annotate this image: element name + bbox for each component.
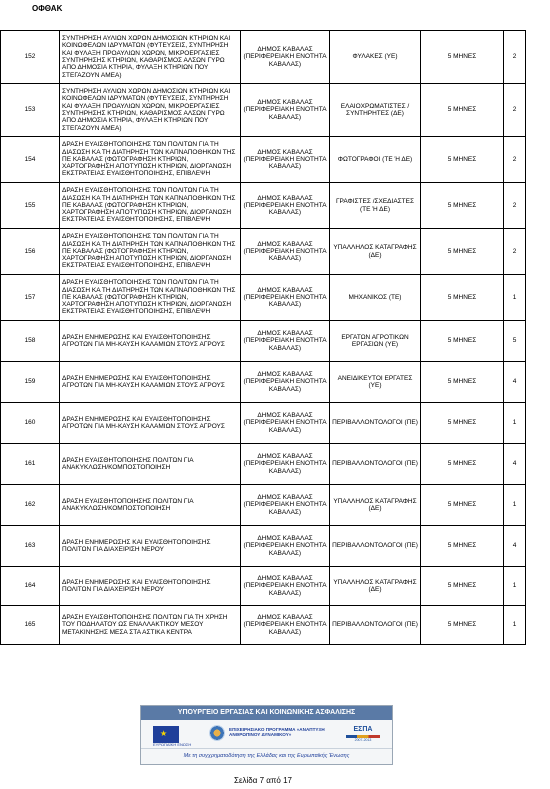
duration-cell: 5 ΜΗΝΕΣ — [421, 606, 504, 645]
ministry-title: ΥΠΟΥΡΓΕΙΟ ΕΡΓΑΣΙΑΣ ΚΑΙ ΚΟΙΝΩΝΙΚΗΣ ΑΣΦΑΛΙΣΗΣ — [141, 706, 392, 720]
positions-cell: 2 — [504, 183, 526, 229]
table-row — [1, 485, 526, 526]
specialty-cell: ΠΕΡΙΒΑΛΛΟΝΤΟΛΟΓΟΙ (ΠΕ) — [330, 526, 421, 567]
eu-flag-icon: ★ — [153, 726, 179, 743]
agency-cell: ΔΗΜΟΣ ΚΑΒΑΛΑΣ (ΠΕΡΙΦΕΡΕΙΑΚΗ ΕΝΟΤΗΤΑ ΚΑΒΑΛΑΣ) — [241, 362, 330, 403]
description-cell: ΔΡΑΣΗ ΕΝΗΜΕΡΩΣΗΣ ΚΑΙ ΕΥΑΙΣΘΗΤΟΠΟΙΗΣΗΣ ΠΟΛΙΤΩΝ ΓΙΑ ΔΙΑΧΕΙΡΙΣΗ ΝΕΡΟΥ — [60, 526, 241, 567]
agency-cell: ΔΗΜΟΣ ΚΑΒΑΛΑΣ (ΠΕΡΙΦΕΡΕΙΑΚΗ ΕΝΟΤΗΤΑ ΚΑΒΑΛΑΣ) — [241, 526, 330, 567]
espa-years: 2007-2013 — [354, 738, 372, 742]
row-number-cell: 163 — [1, 526, 60, 567]
table-row — [1, 362, 526, 403]
agency-cell: ΔΗΜΟΣ ΚΑΒΑΛΑΣ (ΠΕΡΙΦΕΡΕΙΑΚΗ ΕΝΟΤΗΤΑ ΚΑΒΑΛΑΣ) — [241, 321, 330, 362]
duration-cell: 5 ΜΗΝΕΣ — [421, 84, 504, 137]
row-number-cell: 161 — [1, 444, 60, 485]
agency-cell: ΔΗΜΟΣ ΚΑΒΑΛΑΣ (ΠΕΡΙΦΕΡΕΙΑΚΗ ΕΝΟΤΗΤΑ ΚΑΒΑΛΑΣ) — [241, 137, 330, 183]
specialty-cell: ΥΠΑΛΛΗΛΟΣ ΚΑΤΑΓΡΑΦΗΣ (ΔΕ) — [330, 229, 421, 275]
row-number-cell: 160 — [1, 403, 60, 444]
duration-cell: 5 ΜΗΝΕΣ — [421, 567, 504, 606]
positions-cell: 4 — [504, 362, 526, 403]
specialty-cell: ΦΥΛΑΚΕΣ (ΥΕ) — [330, 31, 421, 84]
agency-cell: ΔΗΜΟΣ ΚΑΒΑΛΑΣ (ΠΕΡΙΦΕΡΕΙΑΚΗ ΕΝΟΤΗΤΑ ΚΑΒΑΛΑΣ) — [241, 31, 330, 84]
positions-cell: 2 — [504, 137, 526, 183]
table-row — [1, 444, 526, 485]
agency-cell: ΔΗΜΟΣ ΚΑΒΑΛΑΣ (ΠΕΡΙΦΕΡΕΙΑΚΗ ΕΝΟΤΗΤΑ ΚΑΒΑΛΑΣ) — [241, 567, 330, 606]
row-number-cell: 157 — [1, 275, 60, 321]
description-cell: ΔΡΑΣΗ ΕΥΑΙΣΘΗΤΟΠΟΙΗΣΗΣ ΤΩΝ ΠΟΛΙΤΩΝ ΓΙΑ ΤΗ ΔΙΑΣΩΣΗ ΚΑ ΤΗ ΔΙΑΤΗΡΗΣΗ ΤΩΝ ΚΑΠΝΑΠΟΘΗΚΩΝ ΤΗΣ ΠΕ ΚΑΒΑΛΑΣ (ΦΩΤΟΓΡΑΦΗΣΗ ΚΤΗΡΙΩΝ, ΧΑΡΤΟΓΡΑΦΗΣΗ ΑΠΟΤΥΠΩΣΗ ΚΤΗΡΙΩΝ, ΔΙΟΡΓΑΝΩΣΗ ΕΚΣΤΡΑΤΕΙΑΣ ΕΥΑΙΣΘΗΤΟΠΟΙΗΣΗΣ, ΕΠΙΒΛΕΨΗ — [60, 137, 241, 183]
table-row — [1, 137, 526, 183]
description-cell: ΣΥΝΤΗΡΗΣΗ ΑΥΛΙΩΝ ΧΩΡΩΝ ΔΗΜΟΣΙΩΝ ΚΤΗΡΙΩΝ ΚΑΙ ΚΟΙΝΩΦΕΛΩΝ ΙΔΡΥΜΑΤΩΝ (ΦΥΤΕΥΣΕΙΣ, ΣΥΝΤΗΡΗΣΗ ΚΑΙ ΦΥΛΑΞΗ ΠΡΟΑΥΛΙΩΝ ΧΩΡΩΝ, ΜΙΚΡΟΕΡΓΑΣΙΕΣ ΣΥΝΤΗΡΗΣΗΣ ΚΤΗΡΙΩΝ, ΚΑΘΑΡΙΣΜΟΣ ΑΛΣΩΝ ΓΥΡΩ ΑΠΟ ΔΗΜΟΣΙΑ ΚΤΗΡΙΑ, ΦΥΛΑΞΗ ΚΤΗΡΙΩΝ ΠΟΥ ΣΤΕΓΑΖΟΥΝ ΑΜΕΑ) — [60, 84, 241, 137]
specialty-cell: ΦΩΤΟΓΡΑΦΟΙ (ΤΕ Ή ΔΕ) — [330, 137, 421, 183]
table-row — [1, 606, 526, 645]
description-cell: ΔΡΑΣΗ ΕΥΑΙΣΘΗΤΟΠΟΙΗΣΗΣ ΤΩΝ ΠΟΛΙΤΩΝ ΓΙΑ ΤΗ ΔΙΑΣΩΣΗ ΚΑ ΤΗ ΔΙΑΤΗΡΗΣΗ ΤΩΝ ΚΑΠΝΑΠΟΘΗΚΩΝ ΤΗΣ ΠΕ ΚΑΒΑΛΑΣ (ΦΩΤΟΓΡΑΦΗΣΗ ΚΤΗΡΙΩΝ, ΧΑΡΤΟΓΡΑΦΗΣΗ ΑΠΟΤΥΠΩΣΗ ΚΤΗΡΙΩΝ, ΔΙΟΡΓΑΝΩΣΗ ΕΚΣΤΡΑΤΕΙΑΣ ΕΥΑΙΣΘΗΤΟΠΟΙΗΣΗΣ, ΕΠΙΒΛΕΨΗ — [60, 183, 241, 229]
table-row — [1, 567, 526, 606]
row-number-cell: 164 — [1, 567, 60, 606]
positions-cell: 2 — [504, 84, 526, 137]
program-name: ΕΠΙΧΕΙΡΗΣΙΑΚΟ ΠΡΟΓΡΑΜΜΑ «ΑΝΑΠΤΥΞΗ ΑΝΘΡΩΠΙΝΟΥ ΔΥΝΑΜΙΚΟΥ» — [229, 727, 325, 738]
duration-cell: 5 ΜΗΝΕΣ — [421, 321, 504, 362]
specialty-cell: ΠΕΡΙΒΑΛΛΟΝΤΟΛΟΓΟΙ (ΠΕ) — [330, 444, 421, 485]
page-number: Σελίδα 7 από 17 — [234, 776, 292, 785]
table-row — [1, 275, 526, 321]
positions-cell: 1 — [504, 606, 526, 645]
table-row — [1, 526, 526, 567]
table-row — [1, 403, 526, 444]
logos-strip — [141, 720, 392, 748]
duration-cell: 5 ΜΗΝΕΣ — [421, 275, 504, 321]
description-cell: ΔΡΑΣΗ ΕΝΗΜΕΡΩΣΗΣ ΚΑΙ ΕΥΑΙΣΘΗΤΟΠΟΙΗΣΗΣ ΑΓΡΟΤΩΝ ΓΙΑ ΜΗ-ΚΑΥΣΗ ΚΑΛΑΜΙΩΝ ΣΤΟΥΣ ΑΓΡΟΥΣ — [60, 403, 241, 444]
specialty-cell: ΠΕΡΙΒΑΛΛΟΝΤΟΛΟΓΟΙ (ΠΕ) — [330, 403, 421, 444]
duration-cell: 5 ΜΗΝΕΣ — [421, 362, 504, 403]
row-number-cell: 162 — [1, 485, 60, 526]
agency-cell: ΔΗΜΟΣ ΚΑΒΑΛΑΣ (ΠΕΡΙΦΕΡΕΙΑΚΗ ΕΝΟΤΗΤΑ ΚΑΒΑΛΑΣ) — [241, 275, 330, 321]
espa-title: ΕΣΠΑ — [353, 726, 373, 733]
agency-cell: ΔΗΜΟΣ ΚΑΒΑΛΑΣ (ΠΕΡΙΦΕΡΕΙΑΚΗ ΕΝΟΤΗΤΑ ΚΑΒΑΛΑΣ) — [241, 485, 330, 526]
agency-cell: ΔΗΜΟΣ ΚΑΒΑΛΑΣ (ΠΕΡΙΦΕΡΕΙΑΚΗ ΕΝΟΤΗΤΑ ΚΑΒΑΛΑΣ) — [241, 229, 330, 275]
positions-cell: 4 — [504, 526, 526, 567]
duration-cell: 5 ΜΗΝΕΣ — [421, 526, 504, 567]
agency-cell: ΔΗΜΟΣ ΚΑΒΑΛΑΣ (ΠΕΡΙΦΕΡΕΙΑΚΗ ΕΝΟΤΗΤΑ ΚΑΒΑΛΑΣ) — [241, 183, 330, 229]
specialty-cell: ΥΠΑΛΛΗΛΟΣ ΚΑΤΑΓΡΑΦΗΣ (ΔΕ) — [330, 485, 421, 526]
positions-cell: 1 — [504, 275, 526, 321]
agency-cell: ΔΗΜΟΣ ΚΑΒΑΛΑΣ (ΠΕΡΙΦΕΡΕΙΑΚΗ ΕΝΟΤΗΤΑ ΚΑΒΑΛΑΣ) — [241, 84, 330, 137]
row-number-cell: 159 — [1, 362, 60, 403]
description-cell: ΔΡΑΣΗ ΕΥΑΙΣΘΗΤΟΠΟΙΗΣΗΣ ΤΩΝ ΠΟΛΙΤΩΝ ΓΙΑ ΤΗ ΔΙΑΣΩΣΗ ΚΑ ΤΗ ΔΙΑΤΗΡΗΣΗ ΤΩΝ ΚΑΠΝΑΠΟΘΗΚΩΝ ΤΗΣ ΠΕ ΚΑΒΑΛΑΣ (ΦΩΤΟΓΡΑΦΗΣΗ ΚΤΗΡΙΩΝ, ΧΑΡΤΟΓΡΑΦΗΣΗ ΑΠΟΤΥΠΩΣΗ ΚΤΗΡΙΩΝ, ΔΙΟΡΓΑΝΩΣΗ ΕΚΣΤΡΑΤΕΙΑΣ ΕΥΑΙΣΘΗΤΟΠΟΙΗΣΗΣ, ΕΠΙΒΛΕΨΗ — [60, 229, 241, 275]
positions-cell: 1 — [504, 485, 526, 526]
espa-logo — [346, 725, 380, 743]
description-cell: ΣΥΝΤΗΡΗΣΗ ΑΥΛΙΩΝ ΧΩΡΩΝ ΔΗΜΟΣΙΩΝ ΚΤΗΡΙΩΝ ΚΑΙ ΚΟΙΝΩΦΕΛΩΝ ΙΔΡΥΜΑΤΩΝ (ΦΥΤΕΥΣΕΙΣ, ΣΥΝΤΗΡΗΣΗ ΚΑΙ ΦΥΛΑΞΗ ΠΡΟΑΥΛΙΩΝ ΧΩΡΩΝ, ΜΙΚΡΟΕΡΓΑΣΙΕΣ ΣΥΝΤΗΡΗΣΗΣ ΚΤΗΡΙΩΝ, ΚΑΘΑΡΙΣΜΟΣ ΑΛΣΩΝ ΓΥΡΩ ΑΠΟ ΔΗΜΟΣΙΑ ΚΤΗΡΙΑ, ΦΥΛΑΞΗ ΚΤΗΡΙΩΝ ΠΟΥ ΣΤΕΓΑΖΟΥΝ ΑΜΕΑ) — [60, 31, 241, 84]
program-logo-icon — [209, 725, 225, 741]
positions-cell: 4 — [504, 444, 526, 485]
positions-cell: 2 — [504, 31, 526, 84]
specialty-cell: ΑΝΕΙΔΙΚΕΥΤΟΙ ΕΡΓΑΤΕΣ (ΥΕ) — [330, 362, 421, 403]
specialty-cell: ΜΗΧΑΝΙΚΟΣ (ΤΕ) — [330, 275, 421, 321]
description-cell: ΔΡΑΣΗ ΕΝΗΜΕΡΩΣΗΣ ΚΑΙ ΕΥΑΙΣΘΗΤΟΠΟΙΗΣΗΣ ΑΓΡΟΤΩΝ ΓΙΑ ΜΗ-ΚΑΥΣΗ ΚΑΛΑΜΙΩΝ ΣΤΟΥΣ ΑΓΡΟΥΣ — [60, 362, 241, 403]
duration-cell: 5 ΜΗΝΕΣ — [421, 137, 504, 183]
row-number-cell: 156 — [1, 229, 60, 275]
row-number-cell: 154 — [1, 137, 60, 183]
specialty-cell: ΕΡΓΑΤΩΝ ΑΓΡΟΤΙΚΩΝ ΕΡΓΑΣΙΩΝ (ΥΕ) — [330, 321, 421, 362]
row-number-cell: 155 — [1, 183, 60, 229]
table-row — [1, 84, 526, 137]
specialty-cell: ΠΕΡΙΒΑΛΛΟΝΤΟΛΟΓΟΙ (ΠΕ) — [330, 606, 421, 645]
specialty-cell: ΓΡΑΦΙΣΤΕΣ /ΣΧΕΔΙΑΣΤΕΣ (ΤΕ Ή ΔΕ) — [330, 183, 421, 229]
duration-cell: 5 ΜΗΝΕΣ — [421, 444, 504, 485]
agency-cell: ΔΗΜΟΣ ΚΑΒΑΛΑΣ (ΠΕΡΙΦΕΡΕΙΑΚΗ ΕΝΟΤΗΤΑ ΚΑΒΑΛΑΣ) — [241, 403, 330, 444]
positions-cell: 1 — [504, 567, 526, 606]
positions-cell: 5 — [504, 321, 526, 362]
duration-cell: 5 ΜΗΝΕΣ — [421, 31, 504, 84]
table-row — [1, 31, 526, 84]
page-header-org: ΟΦΘΑΚ — [32, 4, 63, 13]
description-cell: ΔΡΑΣΗ ΕΥΑΙΣΘΗΤΟΠΟΙΗΣΗΣ ΠΟΛΙΤΩΝ ΓΙΑ ΑΝΑΚΥΚΛΩΣΗ/ΚΟΜΠΟΣΤΟΠΟΙΗΣΗ — [60, 485, 241, 526]
duration-cell: 5 ΜΗΝΕΣ — [421, 403, 504, 444]
description-cell: ΔΡΑΣΗ ΕΝΗΜΕΡΩΣΗΣ ΚΑΙ ΕΥΑΙΣΘΗΤΟΠΟΙΗΣΗΣ ΠΟΛΙΤΩΝ ΓΙΑ ΔΙΑΧΕΙΡΙΣΗ ΝΕΡΟΥ — [60, 567, 241, 606]
table-row — [1, 183, 526, 229]
duration-cell: 5 ΜΗΝΕΣ — [421, 229, 504, 275]
funding-banner — [140, 705, 393, 765]
row-number-cell: 165 — [1, 606, 60, 645]
agency-cell: ΔΗΜΟΣ ΚΑΒΑΛΑΣ (ΠΕΡΙΦΕΡΕΙΑΚΗ ΕΝΟΤΗΤΑ ΚΑΒΑΛΑΣ) — [241, 444, 330, 485]
description-cell: ΔΡΑΣΗ ΕΥΑΙΣΘΗΤΟΠΟΙΗΣΗΣ ΤΩΝ ΠΟΛΙΤΩΝ ΓΙΑ ΤΗ ΔΙΑΣΩΣΗ ΚΑ ΤΗ ΔΙΑΤΗΡΗΣΗ ΤΩΝ ΚΑΠΝΑΠΟΘΗΚΩΝ ΤΗΣ ΠΕ ΚΑΒΑΛΑΣ (ΦΩΤΟΓΡΑΦΗΣΗ ΚΤΗΡΙΩΝ, ΧΑΡΤΟΓΡΑΦΗΣΗ ΑΠΟΤΥΠΩΣΗ ΚΤΗΡΙΩΝ, ΔΙΟΡΓΑΝΩΣΗ ΕΚΣΤΡΑΤΕΙΑΣ ΕΥΑΙΣΘΗΤΟΠΟΙΗΣΗΣ, ΕΠΙΒΛΕΨΗ — [60, 275, 241, 321]
positions-cell: 2 — [504, 229, 526, 275]
positions-table — [0, 30, 526, 645]
cofinance-text: Με τη συγχρηματοδότηση της Ελλάδας και της Ευρωπαϊκής Ένωσης — [141, 748, 392, 763]
duration-cell: 5 ΜΗΝΕΣ — [421, 485, 504, 526]
table-row — [1, 321, 526, 362]
agency-cell: ΔΗΜΟΣ ΚΑΒΑΛΑΣ (ΠΕΡΙΦΕΡΕΙΑΚΗ ΕΝΟΤΗΤΑ ΚΑΒΑΛΑΣ) — [241, 606, 330, 645]
row-number-cell: 152 — [1, 31, 60, 84]
row-number-cell: 153 — [1, 84, 60, 137]
eu-label: ΕΥΡΩΠΑΪΚΗ ΕΝΩΣΗ — [153, 742, 192, 747]
duration-cell: 5 ΜΗΝΕΣ — [421, 183, 504, 229]
table-row — [1, 229, 526, 275]
specialty-cell: ΥΠΑΛΛΗΛΟΣ ΚΑΤΑΓΡΑΦΗΣ (ΔΕ) — [330, 567, 421, 606]
description-cell: ΔΡΑΣΗ ΕΝΗΜΕΡΩΣΗΣ ΚΑΙ ΕΥΑΙΣΘΗΤΟΠΟΙΗΣΗΣ ΑΓΡΟΤΩΝ ΓΙΑ ΜΗ-ΚΑΥΣΗ ΚΑΛΑΜΙΩΝ ΣΤΟΥΣ ΑΓΡΟΥΣ — [60, 321, 241, 362]
description-cell: ΔΡΑΣΗ ΕΥΑΙΣΘΗΤΟΠΟΙΗΣΗΣ ΠΟΛΙΤΩΝ ΓΙΑ ΑΝΑΚΥΚΛΩΣΗ/ΚΟΜΠΟΣΤΟΠΟΙΗΣΗ — [60, 444, 241, 485]
row-number-cell: 158 — [1, 321, 60, 362]
specialty-cell: ΕΛΑΙΟΧΡΩΜΑΤΙΣΤΕΣ / ΣΥΝΤΗΡΗΤΕΣ (ΔΕ) — [330, 84, 421, 137]
positions-cell: 1 — [504, 403, 526, 444]
description-cell: ΔΡΑΣΗ ΕΥΑΙΣΘΗΤΟΠΟΙΗΣΗΣ ΠΟΛΙΤΩΝ ΓΙΑ ΤΗ ΧΡΗΣΗ ΤΟΥ ΠΟΔΗΛΑΤΟΥ ΩΣ ΕΝΑΛΛΑΚΤΙΚΟΥ ΜΕΣΟΥ ΜΕΤΑΚΙΝΗΣΗΣ ΜΕΣΑ ΣΤΑ ΑΣΤΙΚΑ ΚΕΝΤΡΑ — [60, 606, 241, 645]
